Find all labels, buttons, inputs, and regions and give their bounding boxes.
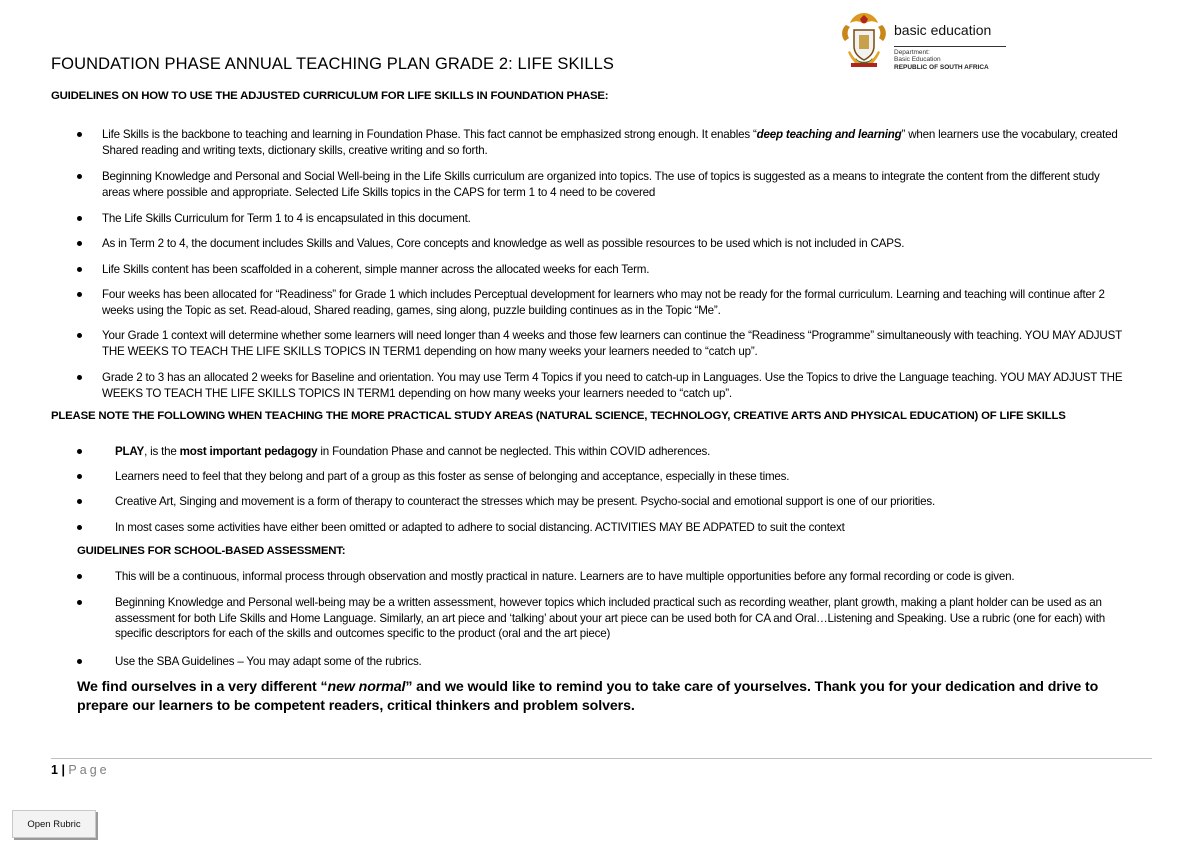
list-item: Four weeks has been allocated for “Readiness” for Grade 1 which includes Perceptual development for learners who may not be ready for the formal curriculum. Learning and teaching will continue after 2 weeks using the Topic as set. Read-aloud, Shared reading, games, sing along, puzzle building continues as in the Topic “Me”.: [0, 287, 1200, 318]
list-item: Life Skills content has been scaffolded in a coherent, simple manner across the allocated weeks for each Term.: [0, 262, 1200, 278]
dept-label: Department:: [894, 49, 930, 56]
list-item: PLAY, is the most important pedagogy in Foundation Phase and cannot be neglected. This within COVID adherences.: [0, 444, 1200, 460]
list-item: Creative Art, Singing and movement is a form of therapy to counteract the stresses which may be present. Psycho-social and emotional support is one of our priorities.: [0, 494, 1200, 510]
page-number: 1: [51, 763, 58, 777]
list-item: Your Grade 1 context will determine whether some learners will need longer than 4 weeks and those few learners can continue the “Readiness “Programme” simultaneously with teaching. YOU MAY ADJUST THE WEEKS TO TEACH THE LIFE SKILLS TOPICS IN TERM1 depending on how many weeks your learners needed to “catch up”.: [0, 328, 1200, 359]
closing-message: We find ourselves in a very different “new normal” and we would like to remind you to take care of yourselves. Thank you for your dedication and drive to prepare our learners to be competent readers, critical thinkers and problem solvers.: [77, 679, 1099, 714]
page-label: Page: [68, 763, 110, 777]
list-item: Beginning Knowledge and Personal well-being may be a written assessment, however topics which included practical such as recording weather, plant growth, making a plant holder can be used as an assessment for both Life Skills and Home Language. Similarly, an art piece and ‘talking’ about your art piece can be used both for CA and Oral…Listening and Speaking. Use a rubric (one for each) with specific descriptors for each of the skills and outcomes specific to the product (oral and the art piece): [0, 595, 1200, 642]
page-title: FOUNDATION PHASE ANNUAL TEACHING PLAN GRADE 2: LIFE SKILLS: [51, 55, 614, 73]
list-item: Beginning Knowledge and Personal and Social Well-being in the Life Skills curriculum are organized into topics. The use of topics is suggested as a means to integrate the content from the different study areas where possible and appropriate. Selected Life Skills topics in the CAPS for term 1 to 4 need to be covered: [0, 169, 1200, 200]
dept-name: Basic Education: [894, 56, 941, 63]
practical-heading: PLEASE NOTE THE FOLLOWING WHEN TEACHING THE MORE PRACTICAL STUDY AREAS (NATURAL SCIENCE, TECHNOLOGY, CREATIVE ARTS AND PHYSICAL EDUCATION) OF LIFE SKILLS: [51, 410, 1066, 422]
bullet-icon: [77, 659, 82, 664]
assessment-heading: GUIDELINES FOR SCHOOL-BASED ASSESSMENT:: [77, 545, 346, 557]
list-item: The Life Skills Curriculum for Term 1 to 4 is encapsulated in this document.: [0, 211, 1200, 227]
list-item: Use the SBA Guidelines – You may adapt some of the rubrics.: [0, 654, 1200, 670]
list-item: This will be a continuous, informal process through observation and mostly practical in nature. Learners are to have multiple opportunities before any formal recording or code is given.: [0, 569, 1200, 585]
page-footer: [51, 763, 110, 777]
list-item: Learners need to feel that they belong and part of a group as this foster as sense of belonging and acceptance, especially in these times.: [0, 469, 1200, 485]
open-rubric-button[interactable]: Open Rubric: [12, 810, 96, 838]
list-item: Life Skills is the backbone to teaching and learning in Foundation Phase. This fact cannot be emphasized strong enough. It enables “deep teaching and learning” when learners use the vocabulary, created Shared reading and writing texts, dictionary skills, creative writing and so forth.: [0, 127, 1200, 158]
bullet-icon: [77, 600, 82, 605]
list-item: In most cases some activities have either been omitted or adapted to adhere to social distancing. ACTIVITIES MAY BE ADPATED to suit the context: [0, 520, 1200, 536]
page-separator: |: [61, 763, 65, 777]
guidelines-heading: GUIDELINES ON HOW TO USE THE ADJUSTED CURRICULUM FOR LIFE SKILLS IN FOUNDATION PHASE:: [51, 90, 609, 102]
list-item: As in Term 2 to 4, the document includes Skills and Values, Core concepts and knowledge as well as possible resources to be used which is not included in CAPS.: [0, 236, 1200, 252]
list-item: Grade 2 to 3 has an allocated 2 weeks for Baseline and orientation. You may use Term 4 Topics if you need to catch-up in Languages. Use the Topics to drive the Language teaching. YOU MAY ADJUST THE WEEKS TO TEACH THE LIFE SKILLS TOPICS IN TERM1 depending on how many weeks your learners needed to “catch up”.: [0, 370, 1200, 401]
footer-divider: [51, 758, 1152, 759]
brand-name: basic education: [894, 22, 992, 38]
country-label: REPUBLIC OF SOUTH AFRICA: [894, 64, 989, 71]
bullet-icon: [77, 574, 82, 579]
